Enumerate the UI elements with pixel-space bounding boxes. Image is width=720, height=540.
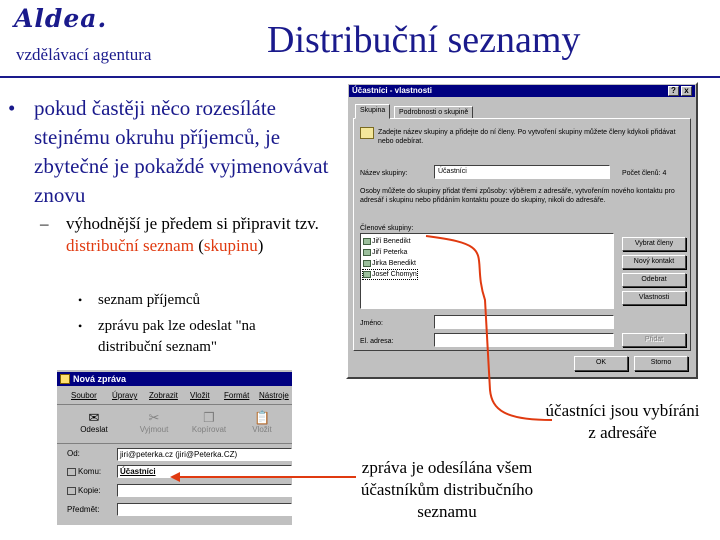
paste-icon: 📋 [254,410,271,425]
members-arrow [426,236,552,420]
mail-titlebar: Nová zpráva [57,372,292,386]
bullet-dot: • [78,319,83,333]
page-title: Distribuční seznamy [267,19,581,61]
bullet-dot: • [78,293,83,307]
copy-icon: ❐ [203,410,215,425]
to-field[interactable]: Účastníci [117,465,292,478]
tool-label: Vyjmout [139,425,169,434]
paren-close: ) [257,236,264,255]
remove-button[interactable]: Odebrat [622,273,686,287]
tab-group-details[interactable]: Podrobnosti o skupině [394,106,473,119]
tool-label: Kopírovat [191,425,227,434]
tool-label: Vložit [252,425,272,434]
menu-label: Formát [224,391,250,400]
from-label: Od: [67,449,80,458]
send-icon: ✉ [88,410,100,425]
ok-button[interactable]: OK [574,356,628,371]
menu-label: Zobrazit [149,391,178,400]
send-arrowhead [170,472,180,482]
menu-label: Vložit [190,391,210,400]
close-button[interactable]: x [681,86,692,96]
add-button[interactable]: Přidat [622,333,686,347]
menu-label: Úpravy [112,391,138,400]
email-label: El. adresa: [360,338,394,345]
member-name: Josef Chomyn [372,271,417,278]
member-name: Jiří Benedikt [372,238,411,245]
info-text: Osoby můžete do skupiny přidat třemi způsoby: výběrem z adresáře, vytvořením nového kontaktu pro adresář i skupinu nebo přidáním kontaktu pouze do skupiny, nikoli do adresáře. [360,188,675,204]
menu-label: Soubor [71,391,97,400]
highlight-term: skupinu [203,236,258,255]
bullet-dash: – [40,214,49,233]
highlight-term: distribuční seznam [66,236,194,255]
from-field[interactable]: jiri@peterka.cz (jiri@Peterka.CZ) [117,448,292,461]
bullet-dot: • [8,96,16,120]
group-name-input[interactable]: Účastníci [434,165,610,179]
select-members-button[interactable]: Vybrat členy [622,237,686,251]
cancel-button[interactable]: Storno [634,356,688,371]
logo: Aldea. [14,4,108,33]
members-label: Členové skupiny: [360,225,414,232]
member-name: Jiří Peterka [372,249,408,256]
caption-members: účastníci jsou vybíráni z adresáře [545,401,700,442]
bullet-text: zprávu pak lze odeslat "na distribuční seznam" [98,318,256,355]
caption-sending: zpráva je odesílána všem účastníkům distribučního seznamu [360,458,534,521]
member-name: Jirka Benedikt [372,260,416,267]
help-button[interactable]: ? [668,86,679,96]
bullet-text: pokud častěji něco rozesíláte stejnému okruhu příjemců, je zbytečné je pokaždé vyjmenovávat znovu [34,96,329,207]
name-label: Jméno: [360,320,383,327]
cut-icon: ✂ [148,410,160,425]
tool-label: Odeslat [80,425,108,434]
new-contact-button[interactable]: Nový kontakt [622,255,686,269]
paren-open: ( [198,236,204,255]
cc-label-text: Kopie: [78,486,101,495]
bullet-text: seznam příjemců [98,292,201,308]
member-count: Počet členů: 4 [622,170,667,177]
group-name-label: Název skupiny: [360,170,408,177]
intro-text: Zadejte název skupiny a přidejte do ní členy. Po vytvoření skupiny můžete členy kdykoli přidávat nebo odebírat. [378,129,676,145]
dialog-title: Účastníci - vlastnosti [352,86,433,95]
menu-label: Nástroje [259,391,289,400]
to-label-text: Komu: [78,467,102,476]
properties-button[interactable]: Vlastnosti [622,291,686,305]
logo-subtitle: vzdělávací agentura [16,45,152,64]
tab-group[interactable]: Skupina [355,104,390,119]
bullet-text-part: výhodnější je předem si připravit tzv. [66,214,319,233]
subject-label: Předmět: [67,505,100,514]
